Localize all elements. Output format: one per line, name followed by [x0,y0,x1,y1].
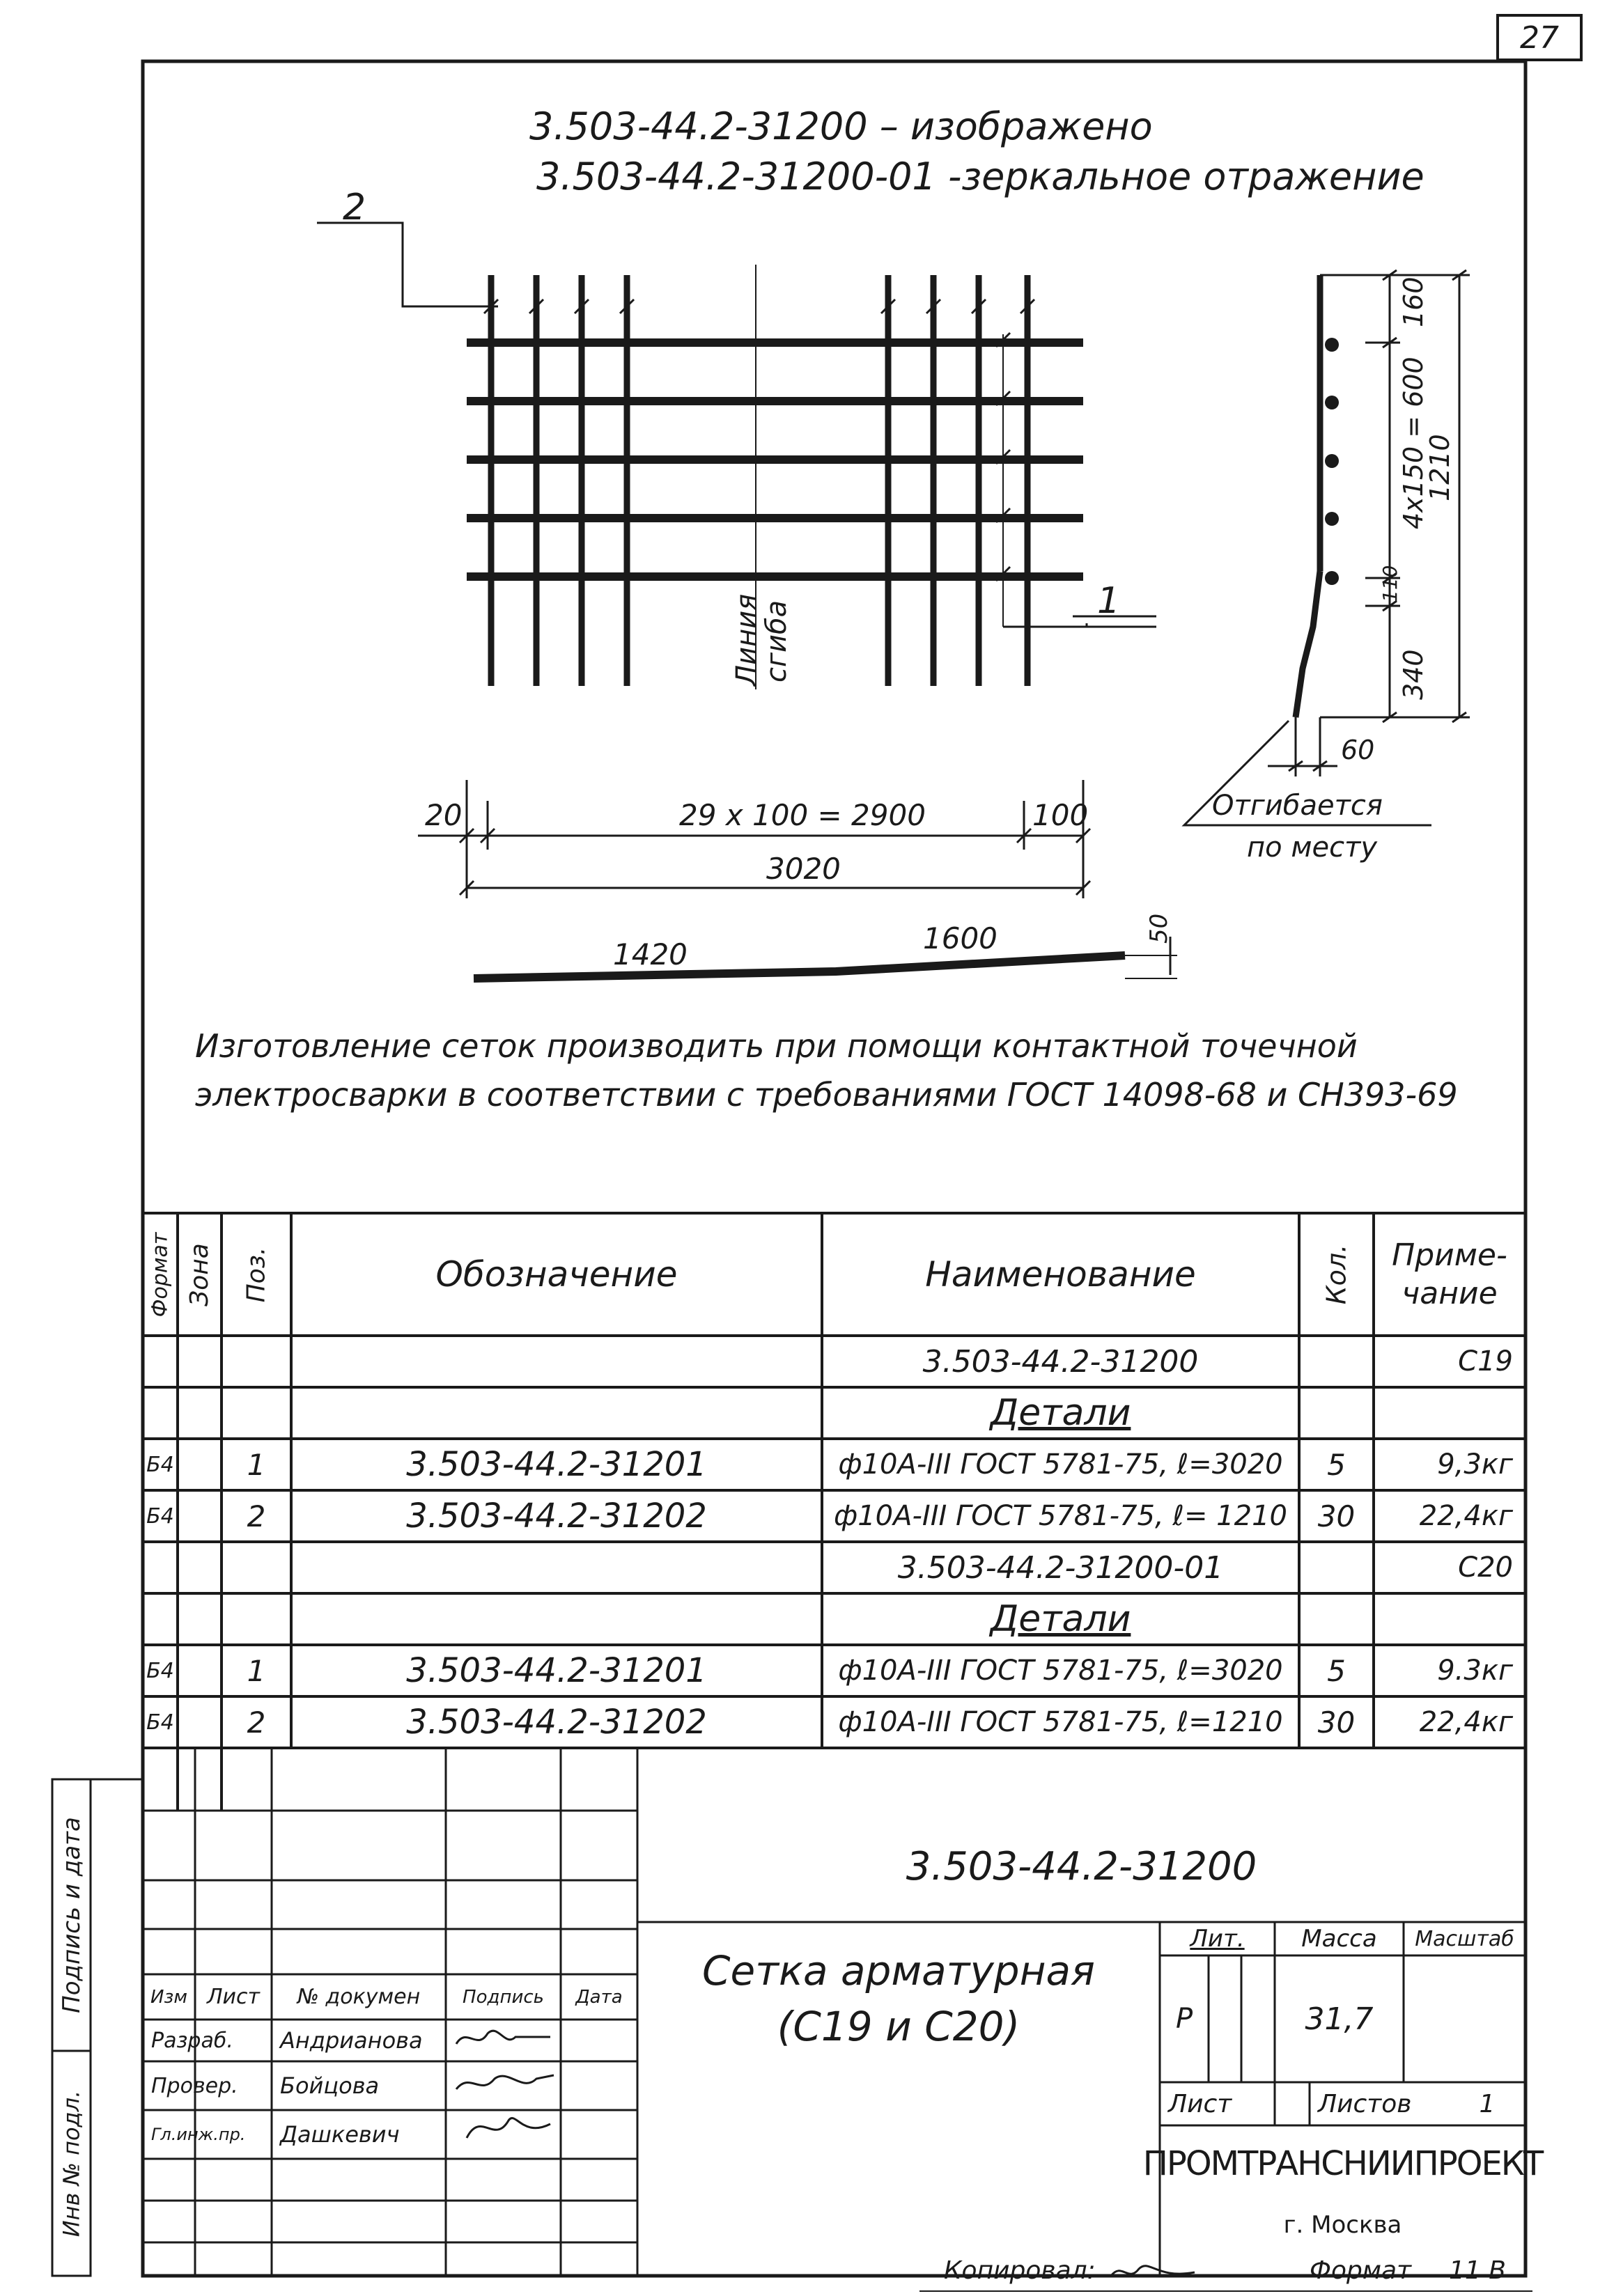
spec-cell-designation [291,1336,822,1387]
tb-lit-value: Р [1175,2003,1193,2035]
spec-cell-note: С20 [1458,1552,1513,1584]
dim-bottom: 340 [1398,649,1429,700]
spec-cell-format: Б4 [146,1504,174,1529]
tb-scale-label: Масштаб [1415,1926,1514,1951]
col-header-qty [1299,1213,1374,1336]
tb-org: ПРОМТРАНСНИИПРОЕКТ [1142,2144,1543,2183]
tb-header-date: Дата [575,1986,623,2008]
staff-role-3: Гл.инж.пр. [151,2125,246,2144]
dim-part-1: 1420 [613,937,688,971]
footer-format-label: Формат [1310,2256,1412,2285]
spec-cell-name: ф10А-III ГОСТ 5781-75, ℓ=3020 [838,1448,1283,1481]
header-line-2: 3.503-44.2-31200-01 -зеркальное отражение [536,155,1424,198]
spec-cell-designation: 3.503-44.2-31202 [406,1703,707,1742]
tb-city: г. Москва [1283,2211,1402,2239]
footer-format-value: 11 В [1449,2256,1506,2285]
col-header-pos-text: Поз. [242,1247,271,1302]
spec-cell-qty: 5 [1327,1653,1346,1688]
spec-cell-format [143,1593,178,1645]
tb-sheets-label: Листов [1318,2089,1412,2118]
spec-cell-name: 3.503-44.2-31200 [922,1343,1199,1380]
col-header-pos [222,1213,291,1336]
spec-cell-pos: 2 [247,1705,266,1740]
col-header-note: Приме-чание [1392,1237,1507,1311]
spec-cell-format: Б4 [146,1452,174,1477]
spec-cell-pos [222,1593,291,1645]
spec-cell-designation: 3.503-44.2-31201 [406,1651,707,1690]
signature-3 [467,2118,550,2138]
bent-bar-profile [474,955,1125,978]
spec-cell-pos: 2 [247,1499,266,1533]
staff-role-1: Разраб. [151,2028,233,2053]
tb-lit-label: Лит. [1190,1925,1245,1953]
spec-cell-designation: 3.503-44.2-31202 [406,1497,707,1536]
tb-header-doc-no: № докумен [297,1985,421,2009]
tb-sheet-label: Лист [1168,2089,1232,2118]
side-stamp-inv-text: Инв № подл. [58,2090,85,2237]
spec-cell-note: 9,3кг [1437,1448,1513,1481]
spec-cell-designation [291,1387,822,1439]
footer-copied-signature [1108,2255,1198,2290]
longitudinal-bars [467,343,1083,577]
dim-full: 1210 [1424,434,1455,501]
spec-cell-pos [222,1542,291,1593]
spec-cell-designation [291,1542,822,1593]
title-doc-number: 3.503-44.2-31200 [906,1843,1257,1889]
title-name-line-2: (С19 и С20) [777,2003,1020,2050]
spec-cell-pos [222,1336,291,1387]
spec-cell-format [143,1542,178,1593]
staff-name-2: Бойцова [280,2072,380,2099]
spec-cell-name: ф10А-III ГОСТ 5781-75, ℓ= 1210 [834,1500,1287,1532]
spec-cell-qty: 30 [1317,1705,1356,1740]
tb-mass-label: Масса [1301,1925,1377,1953]
spec-cell-name: ф10А-III ГОСТ 5781-75, ℓ=1210 [838,1706,1283,1738]
dim-small: 110 [1379,565,1402,602]
note-line-2: электросварки в соответствии с требованиями ГОСТ 14098-68 и СН393-69 [195,1076,1458,1114]
leader-pos-2 [317,223,498,306]
bend-line-label-1: Линия [731,593,763,686]
tb-header-list: Лист [206,1985,261,2009]
spec-cell-format [143,1387,178,1439]
dim-right-margin: 100 [1032,798,1089,832]
dim-spacing: 29 x 100 = 2900 [679,798,926,832]
spec-cell-name: ф10А-III ГОСТ 5781-75, ℓ=3020 [838,1655,1283,1687]
dim-left-margin: 20 [425,798,463,832]
spec-cell-note: 22,4кг [1419,1706,1513,1738]
tb-mass-value: 31,7 [1305,2001,1374,2037]
pos-1-label: 1 [1097,580,1121,622]
spec-cell-name: 3.503-44.2-31200-01 [897,1549,1224,1586]
side-stamp-inv [52,2051,91,2276]
spec-cell-format [143,1336,178,1387]
bend-note-1: Отгибается [1212,790,1383,822]
spec-cell-name: Детали [990,1598,1131,1640]
col-header-name: Наименование [925,1254,1196,1295]
tb-header-sign: Подпись [463,1986,544,2008]
sheet-number: 27 [1520,19,1559,56]
col-header-zone-text: Зона [185,1242,215,1306]
staff-name-1: Андрианова [280,2027,423,2054]
bend-line-label-2: сгиба [761,600,793,682]
footer-copied-label: Копировал: [944,2256,1096,2285]
spec-cell-qty [1299,1542,1374,1593]
side-stamp-signature-text: Подпись и дата [57,1817,86,2013]
tb-header-izm: Изм [150,1986,187,2008]
dim-rise: 50 [1145,913,1173,944]
dim-top: 160 [1398,276,1429,327]
spec-cell-pos: 1 [247,1653,266,1688]
col-header-format-text: Формат [148,1232,173,1317]
col-header-designation: Обозначение [435,1254,678,1295]
pos-2-label: 2 [343,187,366,228]
bend-note-2: по месту [1247,831,1378,864]
spec-cell-note: 22,4кг [1419,1500,1513,1532]
staff-name-3: Дашкевич [280,2121,400,2148]
spec-cell-note: С19 [1458,1345,1513,1377]
staff-role-2: Провер. [151,2073,238,2098]
signatures [446,2020,564,2159]
spec-cell-pos: 1 [247,1447,266,1482]
spec-cell-designation: 3.503-44.2-31201 [406,1445,707,1484]
signature-1 [456,2031,550,2044]
spec-cell-designation [291,1593,822,1645]
side-stamp-signature [52,1779,91,2051]
spec-cell-qty [1299,1387,1374,1439]
title-name-line-1: Сетка арматурная [702,1947,1095,1994]
spec-cell-format: Б4 [146,1710,174,1735]
spec-cell-qty: 30 [1317,1499,1356,1533]
dim-offset: 60 [1341,735,1375,765]
note-line-1: Изготовление сеток производить при помощи контактной точечной [195,1027,1358,1065]
col-header-qty-text: Кол. [1321,1244,1352,1305]
spec-cell-note [1374,1593,1526,1645]
spec-cell-name: Детали [990,1392,1131,1434]
dim-total: 3020 [766,852,841,886]
tb-sheets-value: 1 [1479,2089,1496,2118]
header-line-1: 3.503-44.2-31200 – изображено [529,104,1153,148]
side-section-dots [1325,338,1339,585]
spec-cell-format: Б4 [146,1658,174,1683]
spec-cell-note: 9.3кг [1437,1655,1513,1687]
spec-cell-pos [222,1387,291,1439]
spec-cell-qty [1299,1336,1374,1387]
spec-cell-qty [1299,1593,1374,1645]
col-header-format [143,1213,178,1336]
signature-2 [456,2075,554,2089]
col-header-zone [178,1213,222,1336]
spec-cell-qty: 5 [1327,1447,1346,1482]
dim-middle: 4x150 = 600 [1398,357,1429,529]
spec-cell-note [1374,1387,1526,1439]
dim-part-2: 1600 [923,921,997,955]
